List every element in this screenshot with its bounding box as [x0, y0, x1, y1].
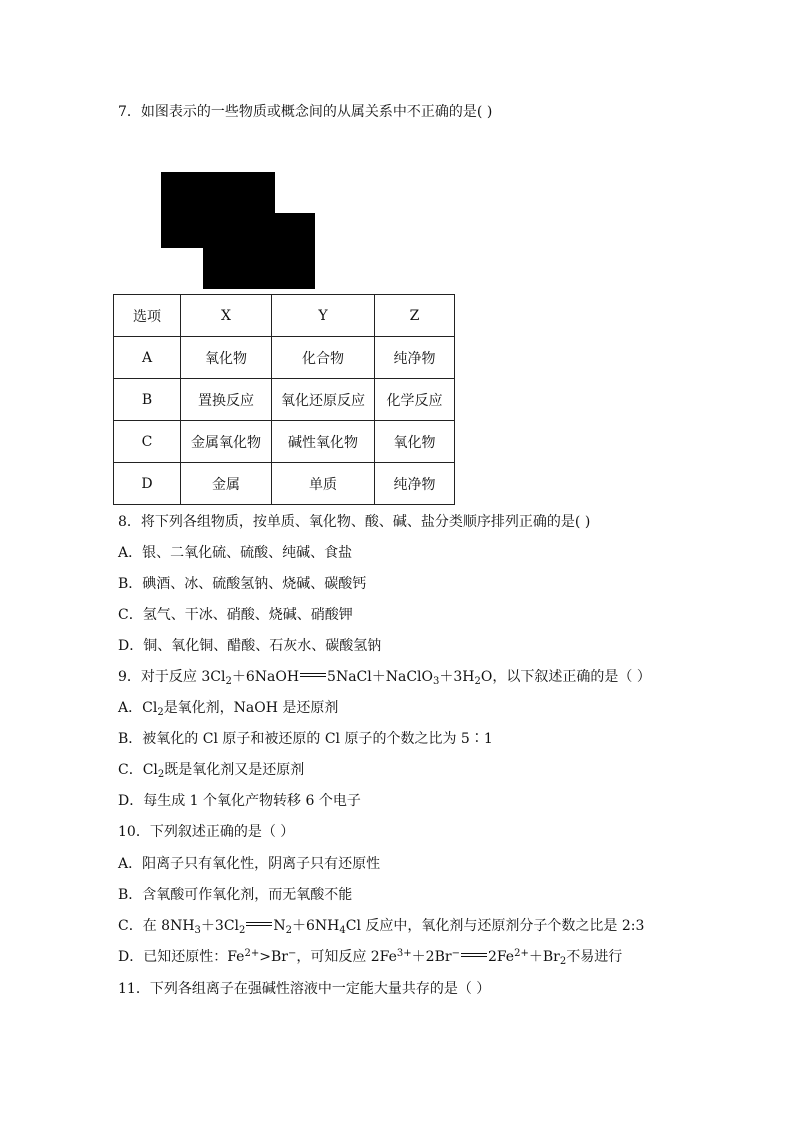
- q10-c-text: ＋6NH: [292, 918, 340, 934]
- q9-stem-text: 9．对于反应 3Cl: [118, 669, 226, 685]
- q10-c-text: ＋3Cl: [200, 918, 240, 934]
- table-cell: 单质: [272, 463, 375, 505]
- q9-stem-text: 5NaCl＋NaClO: [327, 669, 434, 685]
- table-cell: 化学反应: [375, 379, 455, 421]
- question-8-stem: 8．将下列各组物质，按单质、氧化物、酸、碱、盐分类顺序排列正确的是( ): [118, 514, 591, 530]
- table-cell: 化合物: [272, 337, 375, 379]
- question-10-option-d: D．已知还原性：$Fe^{2+}>Br^-$，可知反应 $2Fe^{3+}+2Br^-$ $2Fe^{2+}+Br_2$不易进行: [118, 948, 623, 967]
- question-9-option-c: C．$Cl_2$既是氧化剂又是还原剂: [118, 762, 305, 780]
- question-9-option-d: D．每生成 1 个氧化产物转移 6 个电子: [118, 793, 361, 809]
- table-cell: 氧化还原反应: [272, 379, 375, 421]
- question-7-stem: 7．如图表示的一些物质或概念间的从属关系中不正确的是( ): [118, 104, 493, 120]
- q10-d-text: ＋Br: [528, 949, 560, 965]
- q10-d-text: D．已知还原性：Fe: [118, 949, 245, 965]
- q9-a-text: A．Cl: [118, 700, 158, 716]
- table-cell: C: [114, 421, 181, 463]
- table-header-row: [114, 295, 455, 337]
- q9-stem-text: ＋3H: [439, 669, 475, 685]
- question-9-stem: 9．对于反应 $3Cl_2+6NaOH$ $5NaCl+NaClO_3+3H_2O$，以下叙述正确的是（ ）: [118, 669, 651, 687]
- question-10-option-c: C．在 $8NH_3+3Cl_2$ $N_2+6NH_4Cl$ 反应中，氧化剂与还原剂分子个数之比是 2:3: [118, 918, 645, 936]
- table-cell: 金属氧化物: [181, 421, 272, 463]
- table-cell: 氧化物: [375, 421, 455, 463]
- question-11-stem: 11．下列各组离子在强碱性溶液中一定能大量共存的是（ ）: [118, 981, 491, 997]
- q9-a-text: 是氧化剂，NaOH 是还原剂: [163, 700, 339, 716]
- table-cell: 氧化物: [181, 337, 272, 379]
- table-cell: 金属: [181, 463, 272, 505]
- table-cell: 置换反应: [181, 379, 272, 421]
- q10-c-text: N: [273, 918, 286, 934]
- q10-d-text: ＋2Br: [411, 949, 452, 965]
- q10-c-text: C．在 8NH: [118, 918, 195, 934]
- q10-d-text: 2Fe: [487, 949, 515, 965]
- equals-sign-icon: [246, 920, 272, 930]
- table-header-cell: X: [181, 295, 272, 337]
- question-9-option-a: A．$Cl_2$是氧化剂，NaOH 是还原剂: [118, 700, 339, 718]
- q10-d-text: 不易进行: [566, 949, 623, 965]
- table-header-cell: 选项: [114, 295, 181, 337]
- equals-sign-icon: [461, 951, 487, 961]
- table-cell: B: [114, 379, 181, 421]
- question-10-stem: 10．下列叙述正确的是（ ）: [118, 824, 295, 840]
- question-8-option-c: C．氢气、干冰、硝酸、烧碱、硝酸钾: [118, 607, 353, 623]
- table-row: [114, 337, 455, 379]
- table-row: [114, 379, 455, 421]
- table-cell: 纯净物: [375, 463, 455, 505]
- table-row: [114, 421, 455, 463]
- q9-stem-text: ＋6NaOH: [231, 669, 300, 685]
- table-cell: D: [114, 463, 181, 505]
- diagram-redacted-box-2: [203, 213, 315, 289]
- q10-c-text: Cl 反应中，氧化剂与还原剂分子个数之比是 2:3: [345, 918, 645, 934]
- question-8-option-b: B．碘酒、冰、硫酸氢钠、烧碱、碳酸钙: [118, 576, 367, 592]
- table-header-cell: Y: [272, 295, 375, 337]
- question-9-option-b: B．被氧化的 Cl 原子和被还原的 Cl 原子的个数之比为 5∶1: [118, 731, 493, 747]
- table-cell: A: [114, 337, 181, 379]
- question-10-option-a: A．阳离子只有氧化性，阴离子只有还原性: [118, 856, 381, 872]
- equals-sign-icon: [300, 671, 326, 681]
- table-cell: 碱性氧化物: [272, 421, 375, 463]
- q10-d-text: ，可知反应 2Fe: [296, 949, 397, 965]
- q10-d-text: >Br: [259, 949, 288, 965]
- question-10-option-b: B．含氧酸可作氧化剂，而无氧酸不能: [118, 887, 353, 903]
- q9-stem-text: O，以下叙述正确的是（ ）: [480, 669, 651, 685]
- table-cell: 纯净物: [375, 337, 455, 379]
- question-8-option-a: A．银、二氧化硫、硫酸、纯碱、食盐: [118, 545, 353, 561]
- question-8-option-d: D．铜、氧化铜、醋酸、石灰水、碳酸氢钠: [118, 638, 382, 654]
- table-header-cell: Z: [375, 295, 455, 337]
- q9-c-text: C．Cl: [118, 762, 158, 778]
- options-table: [113, 294, 455, 505]
- q9-c-text: 既是氧化剂又是还原剂: [164, 762, 305, 778]
- table-row: [114, 463, 455, 505]
